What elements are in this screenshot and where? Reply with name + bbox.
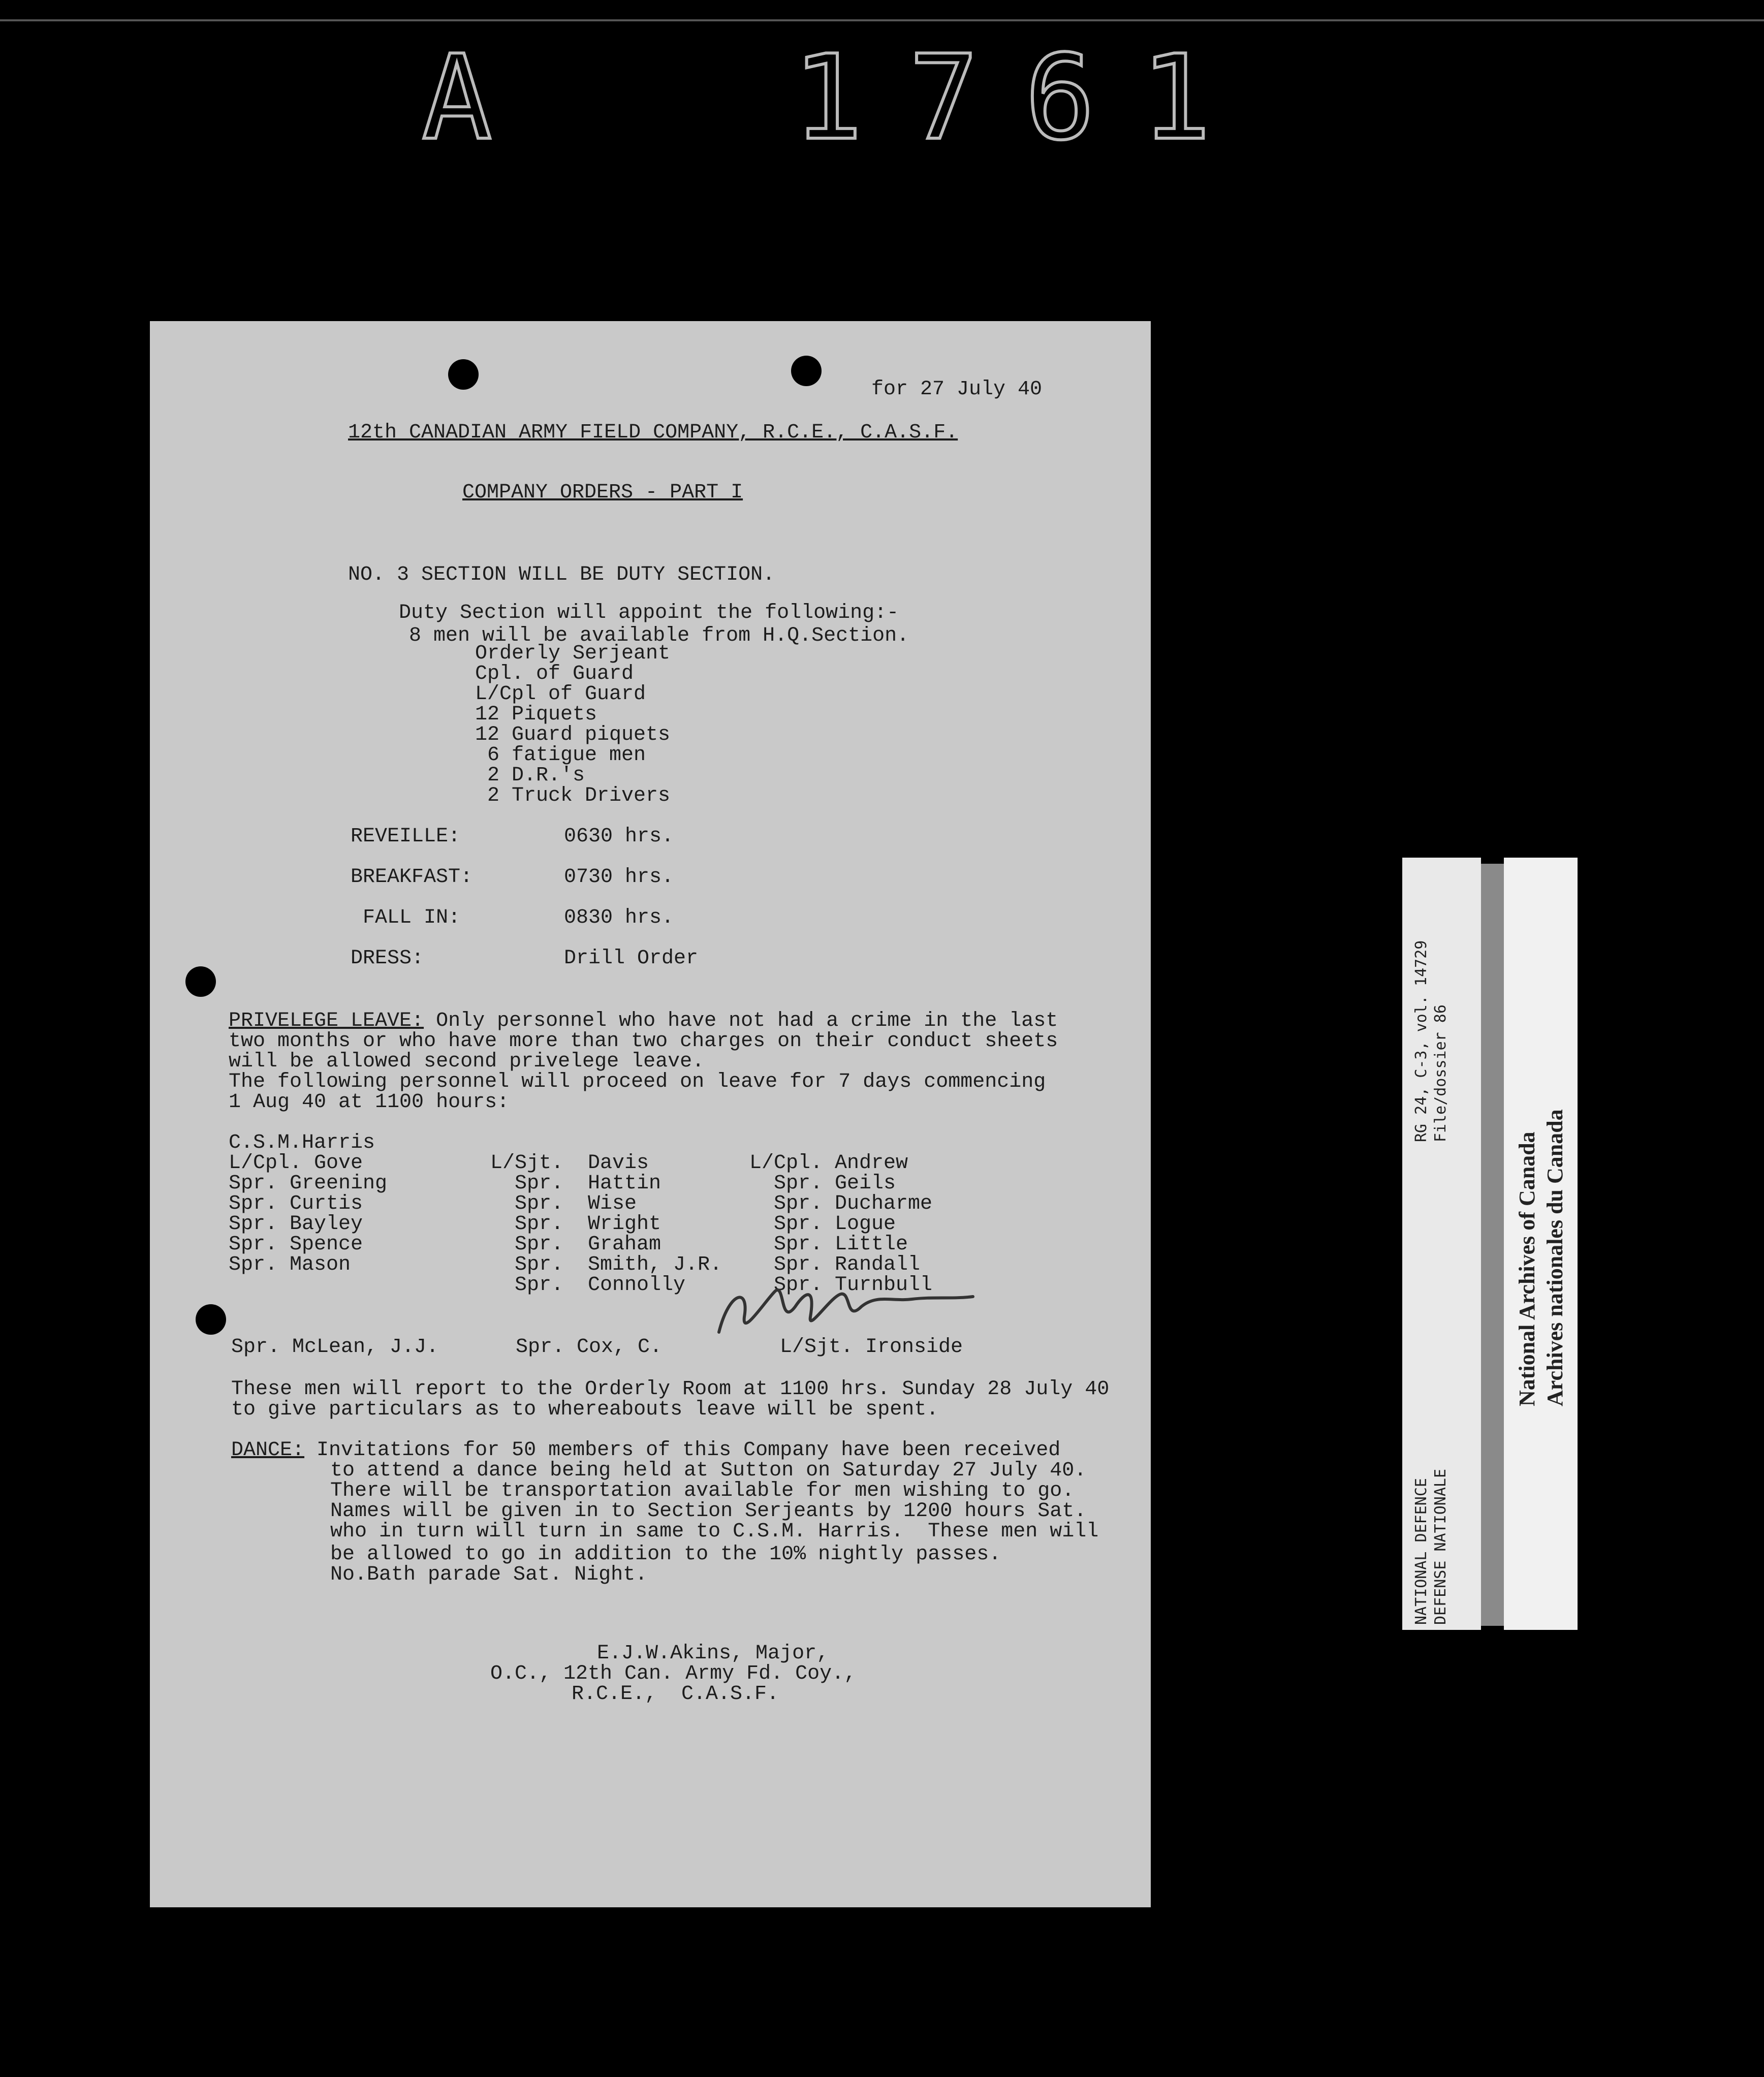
signature-line: O.C., 12th Can. Army Fd. Coy., <box>490 1662 857 1685</box>
archive-label <box>1402 858 1481 1630</box>
department-en: NATIONAL DEFENCE <box>1412 1478 1430 1625</box>
leave-name-col3: Spr. Turnbull <box>749 1274 933 1297</box>
dance-line: Invitations for 50 members of this Company have been received <box>304 1439 1061 1462</box>
leave-name-col3: Spr. Geils <box>749 1172 896 1195</box>
schedule-value: 0830 hrs. <box>564 906 674 929</box>
duty-item: 6 fatigue men <box>475 744 646 767</box>
reel-number: 1761 <box>793 30 1257 166</box>
leave-name-col3: Spr. Little <box>749 1233 908 1256</box>
archives-name-en: National Archives of Canada <box>1515 1131 1539 1406</box>
archives-name-fr: Archives nationales du Canada <box>1542 1109 1567 1406</box>
punch-hole <box>448 359 479 390</box>
document-page <box>150 321 1151 1907</box>
schedule-value: Drill Order <box>564 947 699 970</box>
leave-name-col2: Spr. Wright <box>490 1213 662 1236</box>
schedule-label: BREAKFAST: <box>351 866 473 889</box>
dance-line: Names will be given in to Section Serjeants by 1200 hours Sat. <box>330 1500 1087 1523</box>
leave-name-col3: L/Cpl. Andrew <box>749 1152 908 1175</box>
leave-name-col2: Spr. Graham <box>490 1233 662 1256</box>
leave-name-col3: Spr. Ducharme <box>749 1192 933 1215</box>
department-fr: DEFENSE NATIONALE <box>1432 1468 1450 1625</box>
schedule-label: DRESS: <box>351 947 424 970</box>
leave-name-col1: Spr. Greening <box>229 1172 388 1195</box>
leave-name-col1: Spr. Curtis <box>229 1192 363 1215</box>
schedule-value: 0730 hrs. <box>564 866 674 889</box>
film-edge-line <box>0 19 1764 21</box>
dance-line: who in turn will turn in same to C.S.M. Harris. These men will <box>330 1520 1099 1543</box>
label-divider <box>1481 864 1504 1626</box>
archive-label-right <box>1504 858 1578 1630</box>
leave-name-col2: Spr. Wise <box>490 1192 637 1215</box>
dance-line: to attend a dance being held at Sutton on Saturday 27 July 40. <box>330 1459 1087 1482</box>
document-title: COMPANY ORDERS - PART I <box>462 481 743 504</box>
leave-line: 1 Aug 40 at 1100 hours: <box>229 1091 510 1114</box>
punch-hole <box>185 966 216 997</box>
leave-line: two months or who have more than two charges on their conduct sheets <box>229 1030 1058 1053</box>
leave-name-col1: Spr. Spence <box>229 1233 363 1256</box>
leave-name-col3: Spr. Randall <box>749 1253 921 1276</box>
signature-line: E.J.W.Akins, Major, <box>597 1642 829 1665</box>
duty-item: 12 Piquets <box>475 703 597 726</box>
reel-prefix: A <box>422 30 502 166</box>
leave-name-col1: Spr. Mason <box>229 1253 351 1276</box>
dance-paragraph <box>231 1440 1060 1461</box>
schedule-label: REVEILLE: <box>351 825 461 848</box>
archive-ref-1: RG 24, C-3, vol. 14729 <box>1412 940 1430 1142</box>
duty-item: 12 Guard piquets <box>475 723 671 746</box>
leave-name-col1: Spr. Bayley <box>229 1213 363 1236</box>
report-line: These men will report to the Orderly Room at 1100 hrs. Sunday 28 July 40 <box>231 1378 1110 1401</box>
unit-heading: 12th CANADIAN ARMY FIELD COMPANY, R.C.E., C.A.S.F. <box>348 421 958 444</box>
schedule-value: 0630 hrs. <box>564 825 674 848</box>
leave-extra-name: L/Sjt. Ironside <box>780 1336 963 1359</box>
csm-name: C.S.M.Harris <box>229 1131 375 1154</box>
leave-line: will be allowed second privelege leave. <box>229 1050 705 1073</box>
leave-extra-name: Spr. Cox, C. <box>516 1336 663 1359</box>
duty-item: 2 D.R.'s <box>475 764 585 787</box>
leave-paragraph <box>229 1011 1058 1031</box>
appoint-line: Duty Section will appoint the following:- <box>399 602 899 624</box>
leave-name-col3: Spr. Logue <box>749 1213 896 1236</box>
dance-line: be allowed to go in addition to the 10% nightly passes. <box>330 1543 1001 1566</box>
handwritten-signature <box>699 1271 983 1347</box>
duty-item: Cpl. of Guard <box>475 663 634 685</box>
dance-line: There will be transportation available for men wishing to go. <box>330 1480 1075 1502</box>
duty-item: L/Cpl of Guard <box>475 683 646 706</box>
duty-item: Orderly Serjeant <box>475 642 671 665</box>
schedule-label: FALL IN: <box>351 906 461 929</box>
punch-hole <box>791 356 822 386</box>
leave-heading: PRIVELEGE LEAVE: <box>229 1010 424 1032</box>
leave-extra-name: Spr. McLean, J.J. <box>231 1336 439 1359</box>
punch-hole <box>196 1304 226 1335</box>
hq-section-line: 8 men will be available from H.Q.Section. <box>409 624 909 647</box>
report-line: to give particulars as to whereabouts leave will be spent. <box>231 1398 939 1421</box>
order-date: for 27 July 40 <box>871 378 1043 401</box>
leave-name-col2: L/Sjt. Davis <box>490 1152 649 1175</box>
signature-line: R.C.E., C.A.S.F. <box>572 1683 779 1706</box>
leave-line: Only personnel who have not had a crime in the last <box>424 1010 1058 1032</box>
duty-item: 2 Truck Drivers <box>475 784 671 807</box>
leave-name-col1: L/Cpl. Gove <box>229 1152 363 1175</box>
duty-section-line: NO. 3 SECTION WILL BE DUTY SECTION. <box>348 563 775 586</box>
archive-ref-2: File/dossier 86 <box>1432 1004 1450 1142</box>
leave-line: The following personnel will proceed on leave for 7 days commencing <box>229 1071 1046 1093</box>
leave-name-col2: Spr. Hattin <box>490 1172 662 1195</box>
leave-name-col2: Spr. Smith, J.R. <box>490 1253 722 1276</box>
dance-heading: DANCE: <box>231 1439 305 1462</box>
leave-name-col2: Spr. Connolly <box>490 1274 686 1297</box>
dance-line: No.Bath parade Sat. Night. <box>330 1563 648 1586</box>
